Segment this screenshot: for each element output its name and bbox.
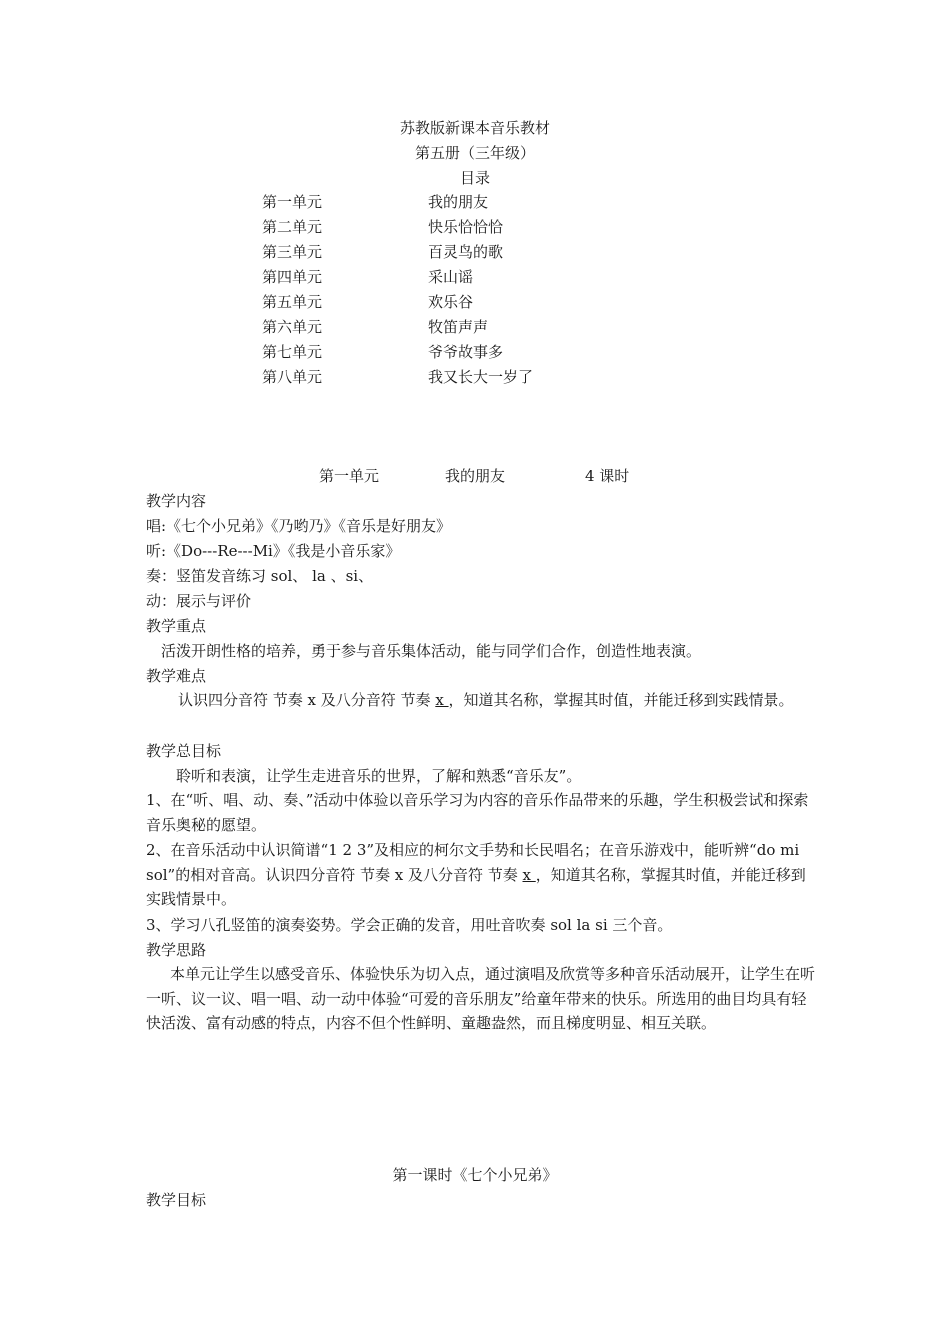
goal-intro: 聆听和表演，让学生走进音乐的世界，了解和熟悉“音乐友”。: [176, 767, 582, 785]
toc-row: [262, 290, 662, 314]
toc-unit: 第二单元: [262, 218, 323, 236]
toc-unit: 第一单元: [262, 193, 323, 211]
toc-name: 牧笛声声: [428, 318, 489, 336]
goal-heading: 教学总目标: [146, 742, 222, 760]
toc-unit: 第五单元: [262, 293, 323, 311]
idea-text: 本单元让学生以感受音乐、体验快乐为切入点，通过演唱及欣赏等多种音乐活动展开，让学生在听一听、议一议、唱一唱、动一动中体验“可爱的音乐朋友”给童年带来的快乐。所选用的曲目均具有轻快活泼、富有动感的特点，内容不但个性鲜明、童趣盎然，而且梯度明显、相互关联。: [146, 965, 816, 1032]
unit1-hours: 4 课时: [585, 467, 630, 485]
move-line: 动：展示与评价: [146, 592, 252, 610]
focus-text: 活泼开朗性格的培养，勇于参与音乐集体活动，能与同学们合作，创造性地表演。: [161, 642, 702, 660]
toc-name: 百灵鸟的歌: [428, 243, 504, 261]
goal-item-1: 1、在“听、唱、动、奏、”活动中体验以音乐学习为内容的音乐作品带来的乐趣，学生积极尝试和探索音乐奥秘的愿望。: [146, 791, 809, 834]
toc-name: 欢乐谷: [428, 293, 474, 311]
toc-heading: 目录: [459, 169, 490, 187]
toc-unit: 第六单元: [262, 318, 323, 336]
toc-name: 采山谣: [428, 268, 474, 286]
toc-row: [262, 315, 662, 339]
toc-unit: 第七单元: [262, 343, 323, 361]
toc-row: [262, 340, 662, 364]
goal-item-2: [146, 838, 816, 912]
goal-item-2-a: 2、在音乐活动中认识简谱“1 2 3”及相应的柯尔文手势和长民唱名；在音乐游戏中，能听辨“do mi sol”的相对音高。认识四分音符 节奏 x 及八分音符 节奏: [146, 841, 800, 884]
toc-name: 我的朋友: [428, 193, 489, 211]
idea-heading: 教学思路: [146, 941, 207, 959]
toc-name: 我又长大一岁了: [428, 368, 534, 386]
difficulty-heading: 教学难点: [146, 667, 207, 685]
goal-item-3: 3、学习八孔竖笛的演奏姿势。学会正确的发音，用吐音吹奏 sol la si 三个音。: [146, 916, 673, 934]
listen-line: 听:《Do---Re---Mi》《我是小音乐家》: [146, 542, 401, 560]
toc-row: [262, 190, 662, 214]
goal-item-2-b: ，知道其名称，掌握其时值，并能迁移到实践情景中。: [146, 865, 806, 908]
rhythm-eighth-note: x: [435, 691, 449, 709]
toc-unit: 第三单元: [262, 243, 323, 261]
book-subtitle: 第五册（三年级）: [414, 144, 535, 162]
toc-row: [262, 365, 662, 389]
toc-unit: 第八单元: [262, 368, 323, 386]
difficulty-text-a: 认识四分音符 节奏 x 及八分音符 节奏: [178, 691, 436, 709]
toc-row: [262, 215, 662, 239]
lesson1-goal-heading: 教学目标: [146, 1191, 207, 1209]
focus-heading: 教学重点: [146, 617, 207, 635]
toc-name: 快乐恰恰恰: [428, 218, 504, 236]
sing-line: 唱:《七个小兄弟》《乃哟乃》《音乐是好朋友》: [146, 517, 452, 535]
toc-row: [262, 240, 662, 264]
book-title: 苏教版新课本音乐教材: [399, 119, 550, 137]
unit1-name: 我的朋友: [445, 467, 506, 485]
lesson1-title: 第一课时《七个小兄弟》: [392, 1166, 558, 1184]
toc-unit: 第四单元: [262, 268, 323, 286]
toc-name: 爷爷故事多: [428, 343, 504, 361]
rhythm-eighth-note: x: [522, 865, 536, 884]
difficulty-text-b: ，知道其名称，掌握其时值，并能迁移到实践情景。: [448, 691, 794, 709]
unit1-unit: 第一单元: [319, 467, 380, 485]
toc-row: [262, 265, 662, 289]
content-heading: 教学内容: [146, 492, 207, 510]
difficulty-text: [146, 688, 816, 713]
play-line: 奏：竖笛发音练习 sol、 la 、si、: [146, 567, 374, 585]
